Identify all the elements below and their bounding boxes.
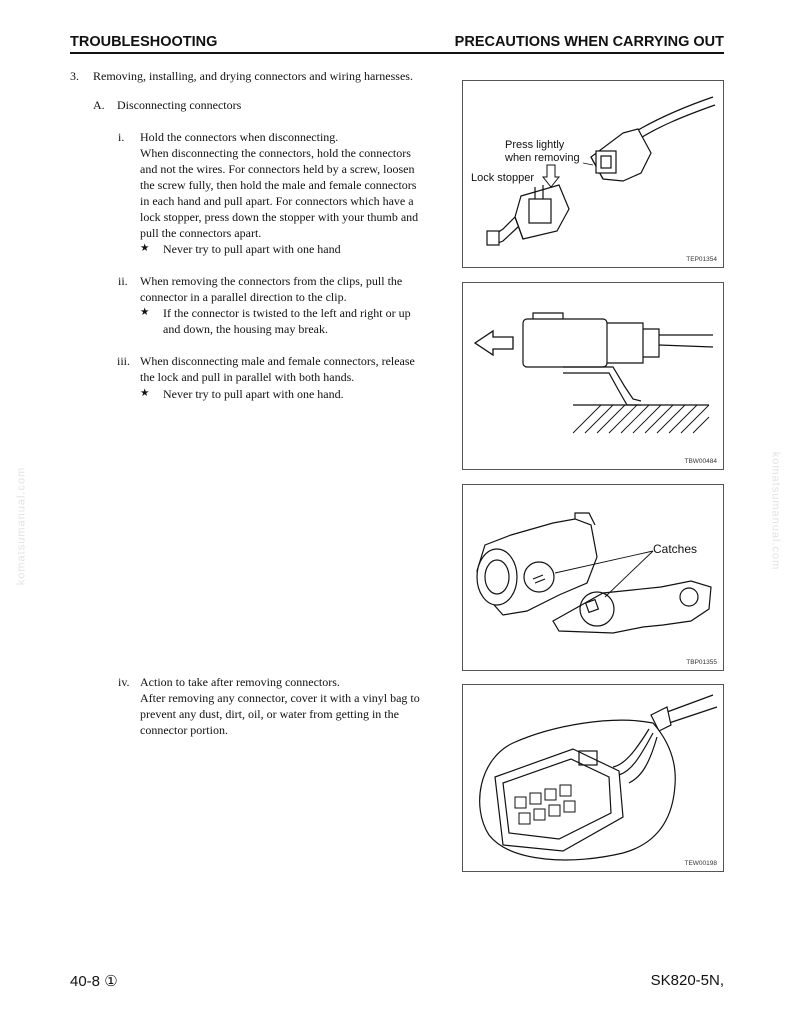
item-line: prevent any dust, dirt, oil, or water from getting in the [140,707,399,721]
item-line: After removing any connector, cover it with a vinyl bag to [140,691,420,705]
footer-model: SK820-5N, [650,972,724,989]
figure-connector-clip [462,282,724,470]
item-line: and not the wires. For connectors held by a screw, loosen [140,162,415,176]
item-line: connector portion. [140,723,228,737]
item-number: iv. [118,675,130,689]
item-note [163,386,344,402]
figure-connector-lock-stopper [462,80,724,268]
item-body [140,353,415,385]
header-right: PRECAUTIONS WHEN CARRYING OUT [454,34,724,50]
item-line: pull the connectors apart. [140,226,262,240]
figure-code: TEW00198 [684,860,717,867]
note-line: Never try to pull apart with one hand. [163,387,344,401]
clip-illustration [463,283,723,469]
item-number: i. [118,130,125,144]
star-icon: ★ [140,242,150,254]
item-line: connector in a parallel direction to the clip. [140,290,347,304]
star-icon: ★ [140,306,150,318]
page-header [70,34,724,54]
note-line: and down, the housing may break. [163,322,328,336]
header-left: TROUBLESHOOTING [70,34,218,50]
item-line: the lock and pull in parallel with both hands. [140,370,355,384]
label-press-lightly: Press lightly [505,139,565,151]
footer-page-number: 40-8 ① [70,973,118,990]
item-number: ii. [118,274,128,288]
note-line: If the connector is twisted to the left and right or up [163,306,411,320]
vinyl-bag-illustration [463,685,723,871]
item-line: the screw fully, then hold the male and female connectors [140,178,417,192]
figure-connector-catches [462,484,724,671]
item-body [140,674,420,738]
item-note [163,241,341,257]
item-number: iii. [117,354,131,368]
catches-illustration [463,485,723,670]
label-lock-stopper: Lock stopper [471,172,534,184]
item-line: Hold the connectors when disconnecting. [140,130,339,144]
item-line: When disconnecting male and female connectors, release [140,354,415,368]
item-line: in each hand and pull apart. For connectors which have a [140,194,414,208]
item-body [140,273,402,305]
section-number: 3. [70,69,79,83]
item-line: Action to take after removing connectors. [140,675,340,689]
item-line: lock stopper, press down the stopper with your thumb and [140,210,419,224]
subsection-letter: A. [93,98,105,112]
figure-code: TEP01354 [686,256,717,263]
figure-code: TBP01355 [686,659,717,666]
star-icon: ★ [140,387,150,399]
figure-code: TBW00484 [684,458,717,465]
watermark-left: komatsumanual.com [15,466,28,586]
label-catches: Catches [653,542,698,556]
watermark-right: komatsumanual.com [769,451,782,571]
label-when-removing: when removing [505,152,580,164]
figure-connector-vinyl-bag [462,684,724,872]
item-note [163,305,411,337]
subsection-title: Disconnecting connectors [117,98,242,112]
item-body [140,129,418,241]
item-line: When removing the connectors from the clips, pull the [140,274,403,288]
note-line: Never try to pull apart with one hand [163,242,341,256]
section-title: Removing, installing, and drying connectors and wiring harnesses. [93,69,413,83]
item-line: When disconnecting the connectors, hold the connectors [140,146,411,160]
